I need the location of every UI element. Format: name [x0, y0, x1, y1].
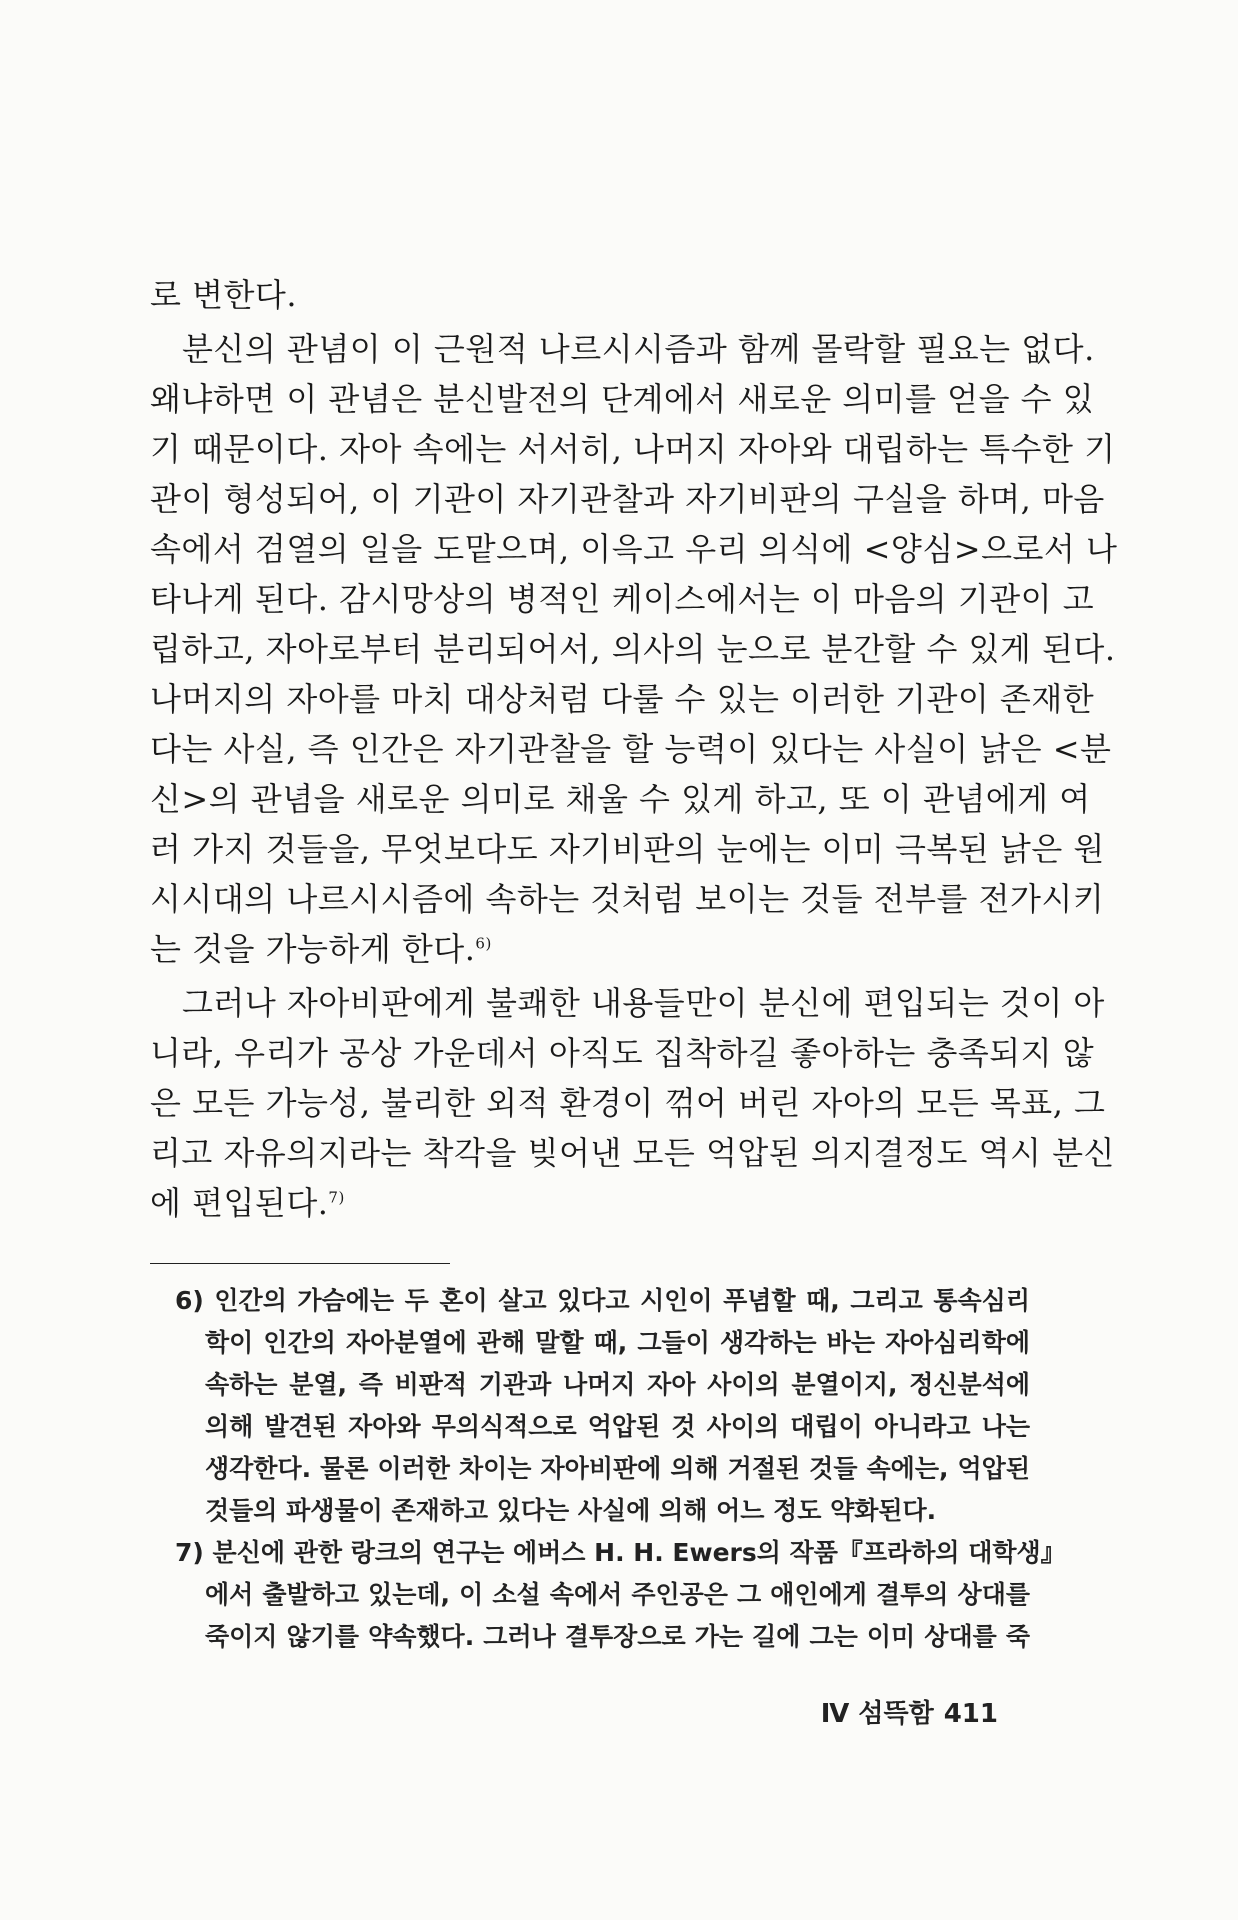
text-line: 나머지의 자아를 마치 대상처럼 다룰 수 있는 이러한 기관이 존재한 [150, 680, 1095, 718]
footnotes [175, 1280, 1066, 1658]
text-line [150, 1178, 1030, 1228]
text-line: 립하고, 자아로부터 분리되어서, 의사의 눈으로 분간할 수 있게 된다. [150, 630, 1116, 668]
text-line: 니라, 우리가 공상 가운데서 아직도 집착하길 좋아하는 충족되지 않 [150, 1034, 1095, 1072]
text-line: 기 때문이다. 자아 속에는 서서히, 나머지 자아와 대립하는 특수한 기 [150, 430, 1116, 468]
footnote-ref-7[interactable]: 7) [328, 1188, 345, 1207]
paragraph-1 [150, 270, 1030, 320]
text-line: 시시대의 나르시시즘에 속하는 것처럼 보이는 것들 전부를 전가시키 [150, 880, 1105, 918]
footnote-line: 것들의 파생물이 존재하고 있다는 사실에 의해 어느 정도 약화된다. [205, 1496, 937, 1525]
text-line [150, 924, 1030, 974]
text-line: 왜냐하면 이 관념은 분신발전의 단계에서 새로운 의미를 얻을 수 있 [150, 380, 1095, 418]
page-number: 411 [943, 1699, 998, 1729]
text-line: 분신의 관념이 이 근원적 나르시시즘과 함께 몰락할 필요는 없다. [182, 330, 1095, 368]
footnote-line [175, 1280, 1030, 1322]
footnote-ref-6[interactable]: 6) [475, 934, 492, 953]
footnote-7 [175, 1532, 1066, 1658]
text-line: 은 모든 가능성, 불리한 외적 환경이 꺾어 버린 자아의 모든 목표, 그 [150, 1084, 1106, 1122]
footnote-text: 인간의 가슴에는 두 혼이 살고 있다고 시인이 푸념할 때, 그리고 통속심리 [214, 1286, 1030, 1315]
paragraph-2 [150, 324, 1118, 974]
footnote-text: 분신에 관한 랑크의 연구는 에버스 H. H. Ewers의 작품『프라하의 대학생』 [212, 1538, 1066, 1567]
footnote-line: 죽이지 않기를 약속했다. 그러나 결투장으로 가는 길에 그는 이미 상대를 죽 [205, 1622, 1030, 1651]
text-line: 리고 자유의지라는 착각을 빚어낸 모든 억압된 의지결정도 역시 분신 [150, 1134, 1115, 1172]
text-line: 로 변한다. [150, 276, 297, 314]
text-line: 다는 사실, 즉 인간은 자기관찰을 할 능력이 있다는 사실이 낡은 <분 [150, 730, 1112, 768]
footnote-marker: 6) [175, 1286, 204, 1315]
paragraph-3 [150, 978, 1115, 1228]
footnote-divider [150, 1263, 450, 1264]
footnote-line: 생각한다. 물론 이러한 차이는 자아비판에 의해 거절된 것들 속에는, 억압된 [205, 1454, 1030, 1483]
text-line: 신>의 관념을 새로운 의미로 채울 수 있게 하고, 또 이 관념에게 여 [150, 780, 1091, 818]
text-line: 타나게 된다. 감시망상의 병적인 케이스에서는 이 마음의 기관이 고 [150, 580, 1095, 618]
text-line: 러 가지 것들을, 무엇보다도 자기비판의 눈에는 이미 극복된 낡은 원 [150, 830, 1105, 868]
text-line-content: 에 편입된다. [150, 1184, 329, 1222]
footnote-marker: 7) [175, 1538, 204, 1567]
footnote-line: 에서 출발하고 있는데, 이 소설 속에서 주인공은 그 애인에게 결투의 상대를 [205, 1580, 1030, 1609]
body-text [150, 270, 1118, 1228]
footnote-line: 속하는 분열, 즉 비판적 기관과 나머지 자아 사이의 분열이지, 정신분석에 [205, 1370, 1030, 1399]
footnote-line [175, 1532, 1066, 1574]
text-line-content: 는 것을 가능하게 한다. [150, 930, 476, 968]
running-chapter-title: Ⅳ 섬뜩함 [820, 1699, 934, 1729]
footnote-line: 학이 인간의 자아분열에 관해 말할 때, 그들이 생각하는 바는 자아심리학에 [205, 1328, 1030, 1357]
text-line: 그러나 자아비판에게 불쾌한 내용들만이 분신에 편입되는 것이 아 [182, 984, 1105, 1022]
text-line: 속에서 검열의 일을 도맡으며, 이윽고 우리 의식에 <양심>으로서 나 [150, 530, 1118, 568]
footnote-6 [175, 1280, 1030, 1532]
footnote-line: 의해 발견된 자아와 무의식적으로 억압된 것 사이의 대립이 아니라고 나는 [205, 1412, 1030, 1441]
page-footer [811, 1693, 998, 1730]
text-line: 관이 형성되어, 이 기관이 자기관찰과 자기비판의 구실을 하며, 마음 [150, 480, 1105, 518]
